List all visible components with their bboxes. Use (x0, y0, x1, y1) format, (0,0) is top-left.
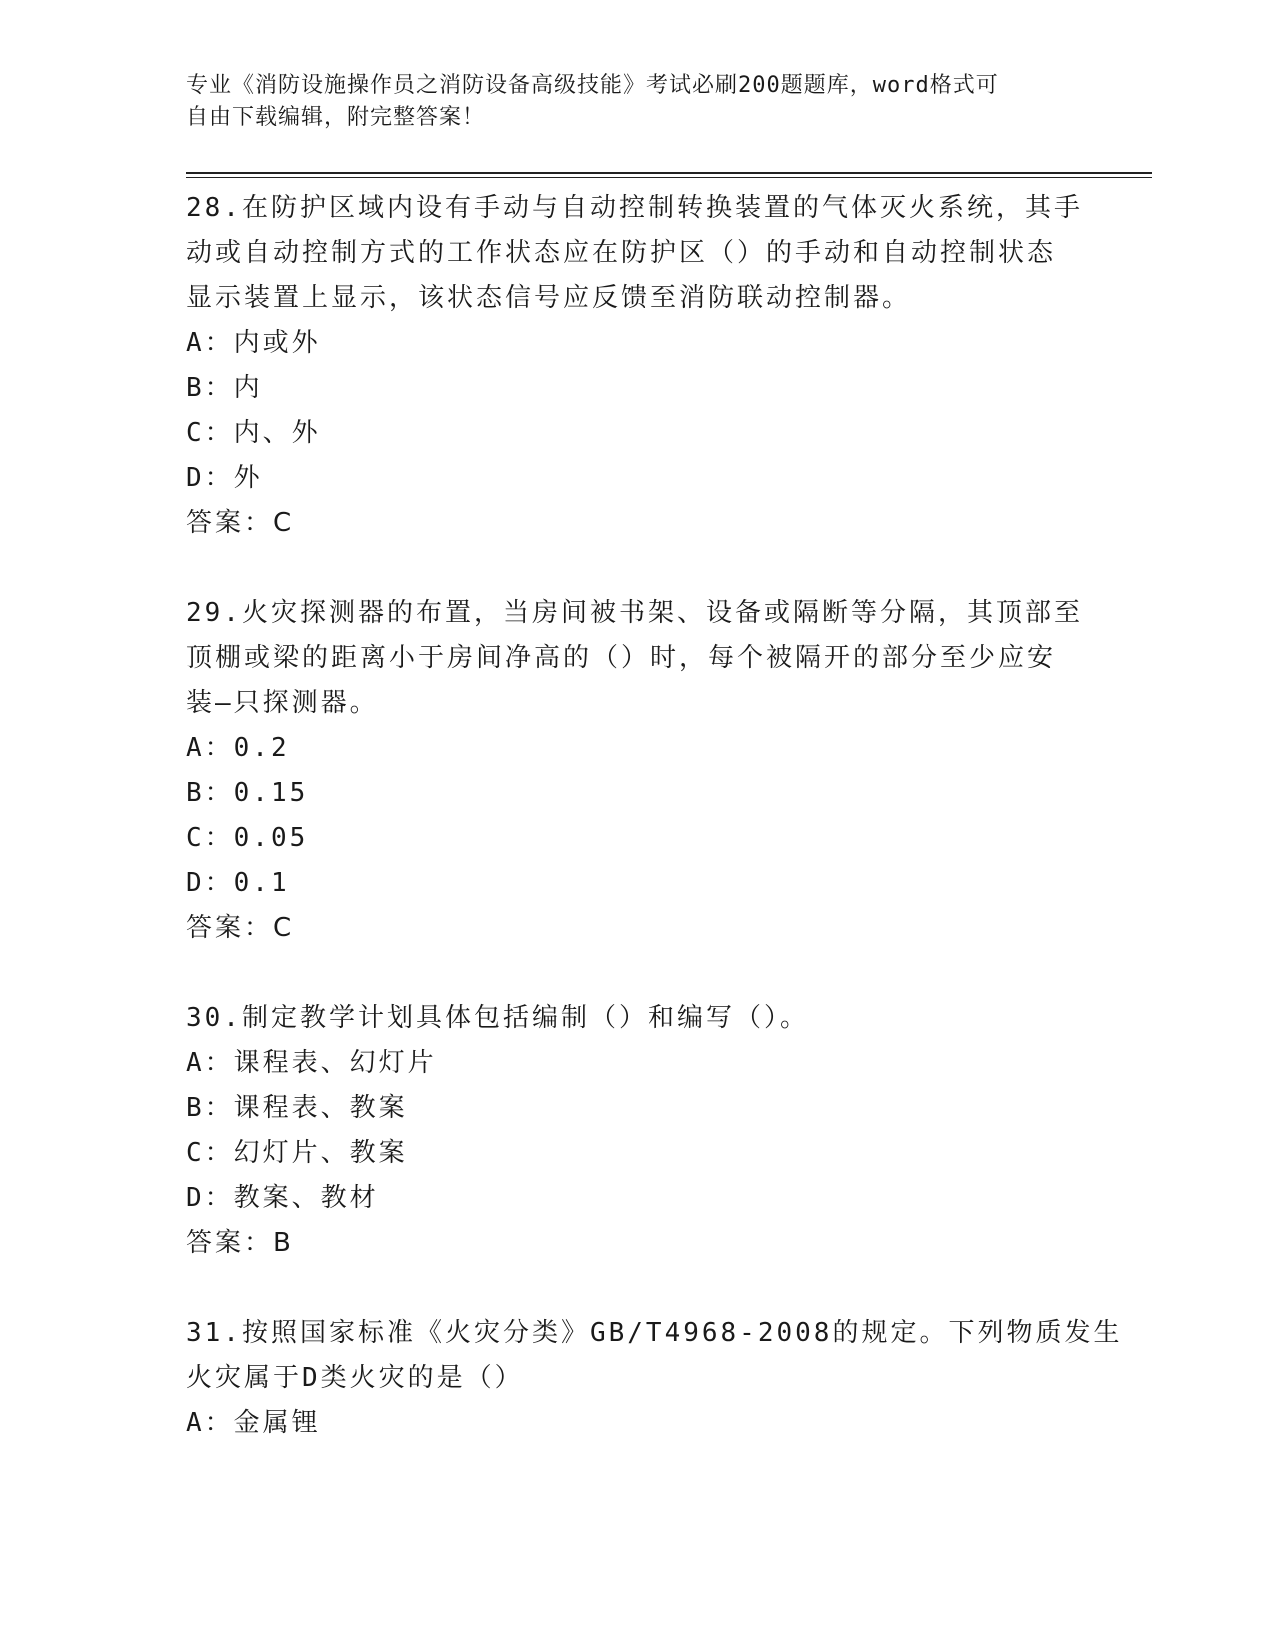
answer-label: 答案：B (186, 1228, 294, 1258)
option-d: D：0.1 (186, 868, 290, 898)
question-text-line: 30.制定教学计划具体包括编制（）和编写（）。 (186, 1003, 809, 1033)
option-c: C：内、外 (186, 418, 321, 448)
document-header (186, 70, 1156, 134)
option-a: A：0.2 (186, 733, 290, 763)
option-d: D：外 (186, 463, 263, 493)
question-29 (186, 591, 1156, 996)
header-line-1: 专业《消防设施操作员之消防设备高级技能》考试必刷200题题库，word格式可 (186, 73, 999, 98)
question-text-line: 装—只探测器。 (186, 688, 379, 718)
question-28 (186, 186, 1156, 591)
spacer (186, 546, 1156, 591)
header-line-2: 自由下载编辑，附完整答案！ (186, 105, 486, 130)
question-text-line: 火灾属于D类火灾的是（） (186, 1363, 524, 1393)
question-text-line: 28.在防护区域内设有手动与自动控制转换装置的气体灭火系统，其手 (186, 193, 1083, 223)
question-text-line: 31.按照国家标准《火灾分类》GB/T4968-2008的规定。下列物质发生 (186, 1318, 1123, 1348)
question-text-line: 顶棚或梁的距离小于房间净高的（）时，每个被隔开的部分至少应安 (186, 643, 1057, 673)
question-list (186, 186, 1156, 1446)
option-d: D：教案、教材 (186, 1183, 379, 1213)
option-b: B：内 (186, 373, 263, 403)
option-a: A：内或外 (186, 328, 321, 358)
spacer (186, 951, 1156, 996)
option-a: A：课程表、幻灯片 (186, 1048, 437, 1078)
question-text-line: 29.火灾探测器的布置，当房间被书架、设备或隔断等分隔，其顶部至 (186, 598, 1083, 628)
option-a: A：金属锂 (186, 1408, 321, 1438)
option-b: B：课程表、教案 (186, 1093, 408, 1123)
question-30 (186, 996, 1156, 1311)
question-31 (186, 1311, 1156, 1446)
answer-label: 答案：C (186, 508, 295, 538)
option-c: C：0.05 (186, 823, 309, 853)
question-text-line: 动或自动控制方式的工作状态应在防护区（）的手动和自动控制状态 (186, 238, 1057, 268)
option-c: C：幻灯片、教案 (186, 1138, 408, 1168)
spacer (186, 1266, 1156, 1311)
answer-label: 答案：C (186, 913, 295, 943)
option-b: B：0.15 (186, 778, 309, 808)
document-page (186, 70, 1156, 1446)
question-text-line: 显示装置上显示，该状态信号应反馈至消防联动控制器。 (186, 283, 912, 313)
header-divider (186, 172, 1152, 178)
